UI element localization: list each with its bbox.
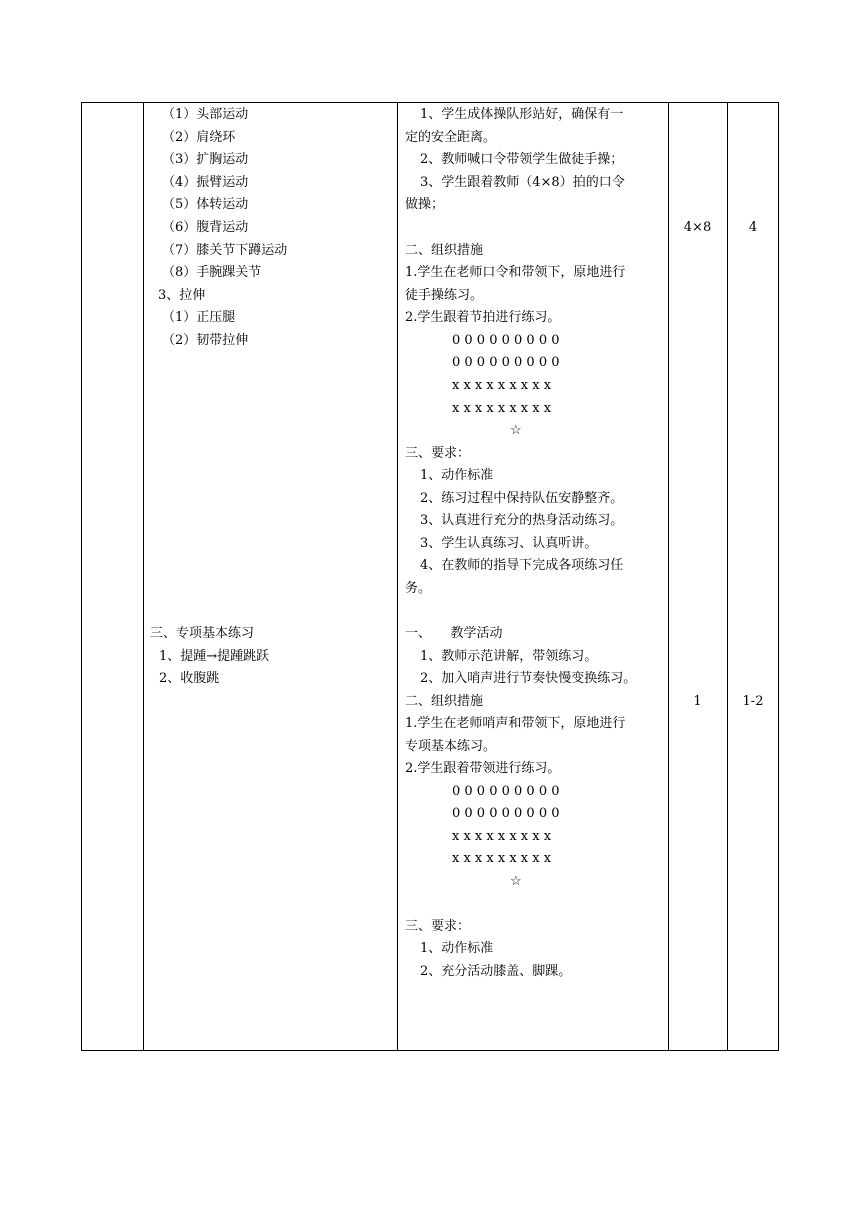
warmup-item: （1）头部运动	[162, 107, 249, 122]
organization-line: 2、教师喊口令带领学生做徒手操；	[420, 152, 624, 167]
requirements-heading: 三、要求：	[405, 446, 471, 461]
requirement-line: 3、认真进行充分的热身活动练习。	[420, 513, 624, 528]
warmup-item: （8）手腕踝关节	[162, 265, 262, 280]
formation-row: x x x x x x x x x	[452, 401, 552, 416]
organization-line: 专项基本练习。	[405, 739, 497, 754]
organization-line: 做操；	[405, 197, 445, 212]
teacher-star-icon: ☆	[510, 874, 522, 889]
activity-heading: 一、 教学活动	[405, 626, 503, 641]
organization-line: 1、学生成体操队形站好，确保有一	[420, 107, 624, 122]
stretch-item: （2）韧带拉伸	[162, 333, 249, 348]
organization-line: 2.学生跟着节拍进行练习。	[405, 310, 561, 325]
stretch-heading: 3、拉伸	[158, 288, 206, 303]
special-count: 1	[693, 694, 702, 709]
warmup-count: 4×8	[683, 220, 712, 235]
section-item: 1、提踵→提踵跳跃	[159, 649, 270, 664]
activity-line: 2、加入哨声进行节奏快慢变换练习。	[420, 671, 637, 686]
column-divider	[143, 103, 144, 1050]
section-item: 2、收腹跳	[159, 671, 220, 686]
warmup-item: （7）膝关节下蹲运动	[162, 243, 288, 258]
organization-line: 定的安全距离。	[405, 130, 497, 145]
organization-heading: 二、组织措施	[405, 694, 484, 709]
warmup-item: （2）肩绕环	[162, 130, 236, 145]
warmup-time: 4	[748, 220, 758, 235]
section-heading: 三、专项基本练习	[150, 626, 255, 641]
requirement-line: 1、动作标准	[420, 941, 494, 956]
column-divider	[397, 103, 398, 1050]
formation-row: 0 0 0 0 0 0 0 0 0	[452, 333, 560, 348]
organization-line: 3、学生跟着教师（4×8）拍的口令	[420, 175, 625, 190]
stretch-item: （1）正压腿	[162, 310, 236, 325]
special-time: 1-2	[742, 694, 764, 709]
requirement-line: 1、动作标准	[420, 468, 494, 483]
warmup-item: （5）体转运动	[162, 197, 249, 212]
activity-line: 1、教师示范讲解，带领练习。	[420, 649, 598, 664]
formation-row: 0 0 0 0 0 0 0 0 0	[452, 784, 560, 799]
formation-row: 0 0 0 0 0 0 0 0 0	[452, 806, 560, 821]
organization-line: 徒手操练习。	[405, 288, 484, 303]
warmup-item: （6）腹背运动	[162, 220, 249, 235]
organization-heading: 二、组织措施	[405, 243, 484, 258]
teacher-star-icon: ☆	[510, 423, 522, 438]
warmup-item: （3）扩胸运动	[162, 152, 249, 167]
formation-row: 0 0 0 0 0 0 0 0 0	[452, 355, 560, 370]
requirement-line: 务。	[405, 581, 432, 596]
warmup-item: （4）振臂运动	[162, 175, 249, 190]
requirement-line: 3、学生认真练习、认真听讲。	[420, 536, 598, 551]
organization-line: 1.学生在老师口令和带领下，原地进行	[405, 265, 626, 280]
formation-row: x x x x x x x x x	[452, 829, 552, 844]
formation-row: x x x x x x x x x	[452, 851, 552, 866]
requirement-line: 2、练习过程中保持队伍安静整齐。	[420, 491, 624, 506]
column-divider	[727, 103, 728, 1050]
column-divider	[668, 103, 669, 1050]
requirements-heading: 三、要求：	[405, 919, 471, 934]
organization-line: 1.学生在老师哨声和带领下，原地进行	[405, 716, 626, 731]
requirement-line: 4、在教师的指导下完成各项练习任	[420, 558, 624, 573]
organization-line: 2.学生跟着带领进行练习。	[405, 761, 561, 776]
formation-row: x x x x x x x x x	[452, 378, 552, 393]
requirement-line: 2、充分活动膝盖、脚踝。	[420, 964, 572, 979]
